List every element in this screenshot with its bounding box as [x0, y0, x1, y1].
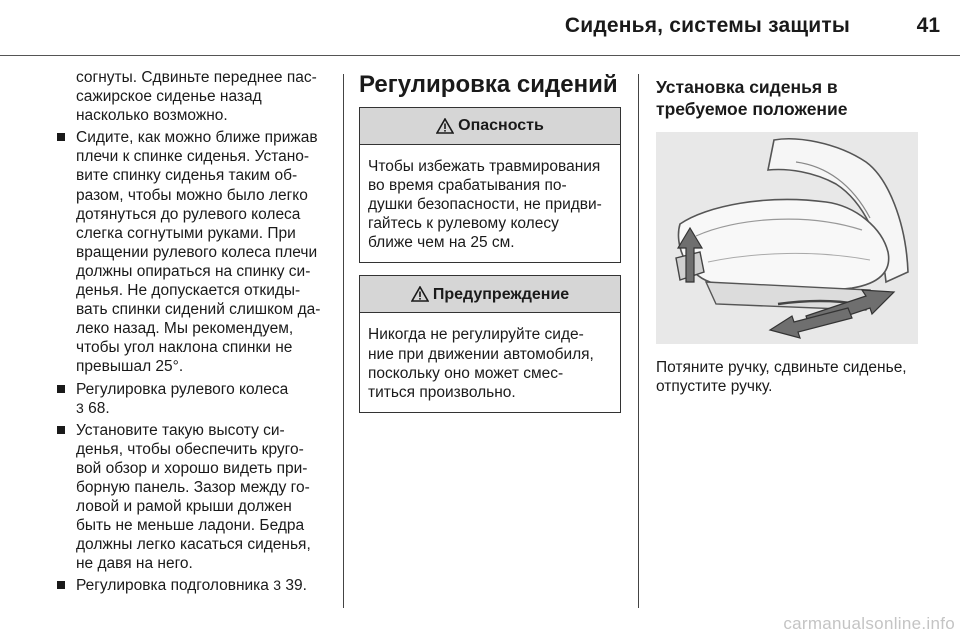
- column-divider-1: [343, 74, 344, 608]
- danger-heading: Опасность: [458, 117, 544, 135]
- bullet-square-icon: [57, 385, 65, 393]
- list-item: [52, 380, 328, 418]
- watermark: carmanualsonline.info: [783, 614, 955, 633]
- bullet-list: [52, 128, 328, 595]
- list-item: [52, 576, 328, 595]
- list-item: [52, 128, 328, 376]
- continuation-text: согнуты. Сдвиньте переднее пас- сажирское сиденье назад насколько возможно.: [76, 69, 317, 125]
- page-header-title: Сиденья, системы защиты: [564, 14, 850, 37]
- warning-heading: Предупреждение: [432, 285, 570, 303]
- list-item-text: Регулировка подголовника: [76, 577, 274, 595]
- bullet-square-icon: [57, 581, 65, 589]
- warning-notice-text: Никогда не регулируйте сиде- ние при движении автомобиля, поскольку оно может смес- титься произвольно.: [368, 326, 594, 401]
- list-item-text: Регулировка рулевого колеса: [76, 380, 289, 398]
- danger-notice: [359, 107, 621, 263]
- list-item: [52, 421, 328, 574]
- instruction-text: Потяните ручку, сдвиньте сиденье, отпустите ручку.: [656, 359, 907, 396]
- page-reference-icon: 3: [273, 577, 282, 594]
- section-title: Регулировка сидений: [359, 71, 618, 98]
- seat-adjustment-illustration: [656, 132, 918, 344]
- bullet-square-icon: [57, 133, 65, 141]
- warning-triangle-icon: [436, 118, 454, 134]
- list-item-text: Сидите, как можно ближе прижав плечи к спинке сиденья. Устано- вите спинку сиденья таким об- разом, чтобы можно было легко дотянуться до рулевого колеса слегка согнутыми руками. При вращении рулевого колеса плечи должны опираться на спинку си- денья. Не допускается откиды- вать спинки сидений слишком да- леко назад. Мы рекомендуем, чтобы угол наклона спинки не превышал 25°.: [76, 129, 321, 376]
- header-divider: [0, 55, 960, 56]
- warning-notice-header: [360, 276, 620, 313]
- list-item-text: Установите такую высоту си- денья, чтобы обеспечить круго- вой обзор и хорошо видеть при- борную панель. Зазор между го- ловой и рамой крыши должен быть не меньше ладони. Бедра должны легко касаться сиденья, не давя на него.: [76, 421, 311, 573]
- page-number: 41: [916, 14, 940, 37]
- column-3: [656, 68, 924, 396]
- page-reference-icon: 3: [76, 399, 84, 416]
- subsection-title: Установка сиденья в требуемое положение: [656, 77, 848, 119]
- page-reference[interactable]: 68.: [83, 399, 110, 417]
- column-1: [52, 68, 328, 599]
- bullet-square-icon: [57, 426, 65, 434]
- column-2: [359, 68, 621, 425]
- warning-notice: [359, 275, 621, 412]
- column-divider-2: [638, 74, 639, 608]
- warning-triangle-icon: [411, 286, 429, 302]
- danger-notice-text: Чтобы избежать травмирования во время срабатывания по- душки безопасности, не придви- гайтесь к рулевому колесу ближе чем на 25 см.: [368, 158, 602, 252]
- page-reference[interactable]: 39.: [281, 577, 307, 595]
- danger-notice-header: [360, 108, 620, 145]
